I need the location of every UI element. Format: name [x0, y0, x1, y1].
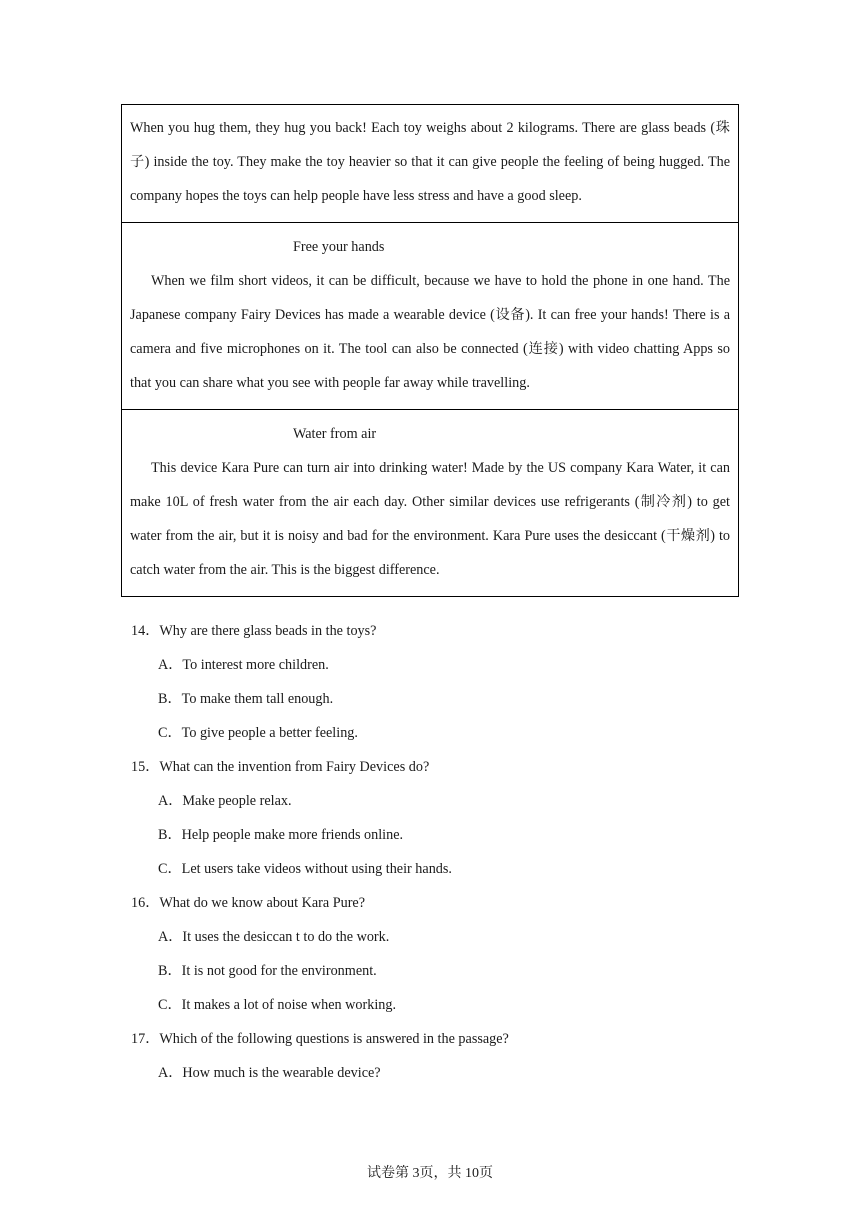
passage-table [121, 104, 739, 597]
question-list [131, 614, 731, 1090]
question-stem: 14．Why are there glass beads in the toys? [131, 623, 377, 639]
option-c: C．To give people a better feeling. [158, 725, 358, 741]
question-15 [131, 750, 731, 886]
option-b: B．Help people make more friends online. [158, 827, 404, 843]
section-title: Water from air [293, 426, 377, 442]
passage-text: When you hug them, they hug you back! Each toy weighs about 2 kilograms. There are glass beads (珠子) inside the toy. They make the toy heavier so that it can give people the feeling of being hugged. The company hopes the toys can help people have less stress and have a good sleep. [130, 120, 730, 204]
option-b: B．To make them tall enough. [158, 691, 334, 707]
question-stem: 16．What do we know about Kara Pure? [131, 895, 366, 911]
option-c: C．It makes a lot of noise when working. [158, 997, 396, 1013]
page-footer: 试卷第 3页，共 10页 [367, 1166, 493, 1181]
option-c: C．Let users take videos without using their hands. [158, 861, 452, 877]
question-stem: 17．Which of the following questions is answered in the passage? [131, 1031, 509, 1047]
question-stem: 15．What can the invention from Fairy Devices do? [131, 759, 430, 775]
question-16 [131, 886, 731, 1022]
option-a: A．To interest more children. [158, 657, 329, 673]
option-a: A．It uses the desiccan t to do the work. [158, 929, 390, 945]
question-17 [131, 1022, 731, 1090]
passage-text: When we film short videos, it can be difficult, because we have to hold the phone in one hand. The Japanese company Fairy Devices has made a wearable device (设备). It can free your hands! There is a camera and five microphones on it. The tool can also be connected (连接) with video chatting Apps so that you can share what you see with people far away while travelling. [130, 273, 730, 391]
option-a: A．How much is the wearable device? [158, 1065, 381, 1081]
passage-text: This device Kara Pure can turn air into drinking water! Made by the US company Kara Water, it can make 10L of fresh water from the air each day. Other similar devices use refrigerants (制冷剂) to get water from the air, but it is noisy and bad for the environment. Kara Pure uses the desiccant (干燥剂) to catch water from the air. This is the biggest difference. [130, 460, 730, 578]
option-b: B．It is not good for the environment. [158, 963, 377, 979]
passage-section-hug-toys [122, 105, 738, 222]
passage-section-water-from-air [122, 409, 738, 596]
option-a: A．Make people relax. [158, 793, 292, 809]
section-title: Free your hands [293, 239, 385, 255]
passage-section-free-hands [122, 222, 738, 409]
question-14 [131, 614, 731, 750]
